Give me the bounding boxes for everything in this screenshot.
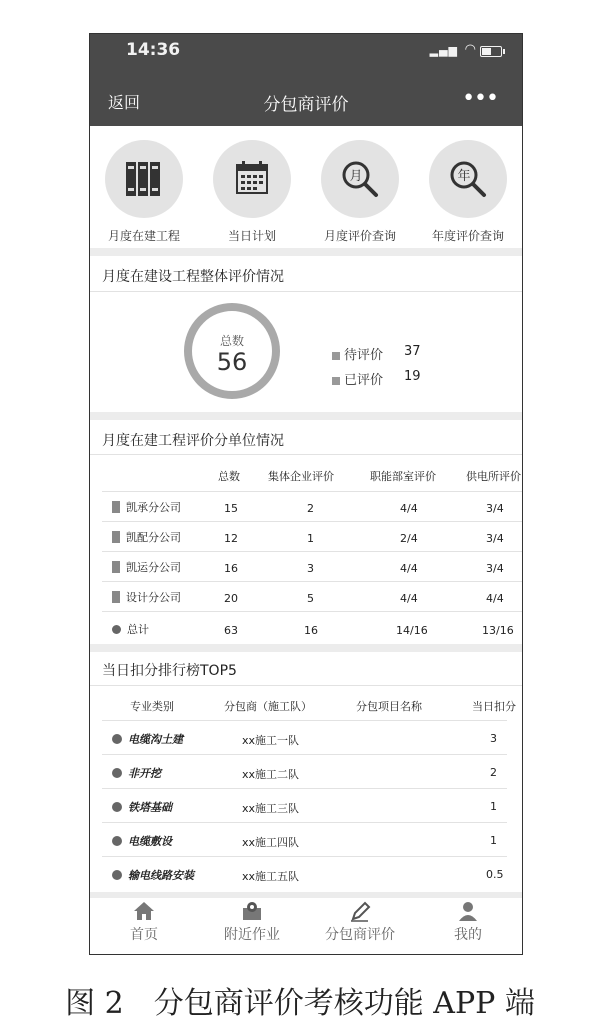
unit-name: 凯运分公司	[112, 559, 181, 575]
legend-done-label: 已评价	[344, 373, 384, 388]
units-header-total: 总数	[218, 470, 240, 483]
back-button[interactable]: 返回	[108, 93, 141, 112]
units-header-station: 供电所评价	[466, 470, 521, 483]
building-icon	[112, 501, 120, 513]
ranking-header-team: 分包商（施工队）	[224, 700, 312, 713]
unit-name: 凯承分公司	[112, 499, 181, 515]
unit-station: 3/4	[486, 532, 504, 545]
face-icon	[112, 802, 122, 812]
face-icon	[112, 768, 122, 778]
shortcut-label: 月度在建工程	[107, 229, 180, 243]
rank-score: 3	[490, 732, 497, 745]
divider	[90, 291, 522, 292]
unit-total: 16	[224, 562, 238, 575]
page-title: 分包商评价	[263, 95, 349, 115]
unit-total: 15	[224, 502, 238, 515]
ranking-header-score: 当日扣分	[472, 700, 516, 713]
divider	[102, 720, 507, 721]
tab-evaluation[interactable]	[306, 900, 414, 944]
units-header-collective: 集体企业评价	[268, 470, 334, 483]
tab-nearby[interactable]	[198, 900, 306, 944]
unit-total: 12	[224, 532, 238, 545]
divider	[102, 491, 522, 492]
tab-label: 首页	[130, 927, 158, 943]
search-year-icon	[429, 140, 507, 218]
phone-screen	[89, 33, 523, 955]
tab-home[interactable]	[90, 900, 198, 944]
unit-collective: 1	[307, 532, 314, 545]
legend-swatch	[332, 352, 340, 360]
divider	[102, 521, 522, 522]
face-icon	[112, 836, 122, 846]
rank-category: 非开挖	[112, 765, 161, 781]
figure-caption: 图 2 分包商评价考核功能 APP 端	[65, 986, 535, 1021]
rank-team: xx施工四队	[242, 836, 300, 849]
rank-category: 电缆敷设	[112, 833, 172, 849]
status-time: 14:36	[126, 40, 181, 60]
user-icon	[414, 900, 522, 922]
divider	[90, 892, 522, 898]
unit-station: 4/4	[486, 592, 504, 605]
face-icon	[112, 734, 122, 744]
sum-station: 13/16	[482, 624, 514, 637]
divider	[102, 754, 507, 755]
shortcut-monthly-query[interactable]	[306, 140, 414, 244]
overview-title: 月度在建设工程整体评价情况	[102, 269, 284, 285]
ranking-header-project: 分包项目名称	[356, 700, 422, 713]
legend-done-value: 19	[404, 369, 421, 384]
ranking-header-category: 专业类别	[130, 700, 174, 713]
face-icon	[112, 870, 122, 880]
unit-dept: 4/4	[400, 562, 418, 575]
nav-bar	[90, 74, 522, 126]
unit-collective: 5	[307, 592, 314, 605]
svg-text:月: 月	[349, 169, 363, 184]
divider	[102, 788, 507, 789]
rank-team: xx施工一队	[242, 734, 300, 747]
legend-done	[332, 369, 421, 388]
sum-collective: 16	[304, 624, 318, 637]
rank-team: xx施工五队	[242, 870, 300, 883]
shortcut-label: 月度评价查询	[323, 229, 396, 243]
unit-station: 3/4	[486, 502, 504, 515]
unit-station: 3/4	[486, 562, 504, 575]
wifi-icon: ◠	[464, 42, 476, 57]
battery-icon	[480, 46, 502, 57]
divider	[102, 611, 522, 612]
unit-dept: 4/4	[400, 502, 418, 515]
search-month-icon	[321, 140, 399, 218]
donut-total: 56	[216, 348, 248, 376]
calendar-icon	[213, 140, 291, 218]
shortcut-yearly-query[interactable]	[414, 140, 522, 244]
units-header-dept: 职能部室评价	[370, 470, 436, 483]
map-pin-icon	[198, 900, 306, 922]
building-icon	[112, 561, 120, 573]
shortcut-daily-plan[interactable]	[198, 140, 306, 244]
rank-category: 电缆沟土建	[112, 731, 183, 747]
tab-label: 分包商评价	[325, 927, 395, 943]
divider	[90, 685, 522, 686]
divider	[90, 412, 522, 420]
tab-mine[interactable]	[414, 900, 522, 944]
pie-icon	[112, 625, 121, 634]
legend-pending	[332, 344, 421, 363]
divider	[102, 551, 522, 552]
books-icon	[105, 140, 183, 218]
unit-collective: 2	[307, 502, 314, 515]
shortcut-label: 年度评价查询	[431, 229, 504, 243]
building-icon	[112, 591, 120, 603]
tab-label: 我的	[454, 927, 482, 943]
pen-icon	[306, 900, 414, 922]
home-icon	[90, 900, 198, 922]
rank-score: 1	[490, 800, 497, 813]
rank-team: xx施工二队	[242, 768, 300, 781]
divider	[102, 581, 522, 582]
rank-category: 铁塔基础	[112, 799, 172, 815]
sum-total: 63	[224, 624, 238, 637]
sum-dept: 14/16	[396, 624, 428, 637]
rank-team: xx施工三队	[242, 802, 300, 815]
donut-label: 总数	[219, 334, 244, 348]
unit-name: 设计分公司	[112, 589, 181, 605]
unit-collective: 3	[307, 562, 314, 575]
divider	[90, 248, 522, 256]
sum-name: 总计	[112, 621, 149, 637]
svg-text:年: 年	[457, 169, 471, 184]
divider	[90, 644, 522, 652]
rank-score: 0.5	[486, 868, 504, 881]
rank-score: 1	[490, 834, 497, 847]
shortcut-row	[90, 126, 522, 248]
divider	[102, 822, 507, 823]
building-icon	[112, 531, 120, 543]
more-icon[interactable]: •••	[462, 86, 498, 111]
shortcut-label: 当日计划	[227, 229, 276, 243]
divider	[90, 454, 522, 455]
shortcut-monthly-projects[interactable]	[90, 140, 198, 244]
units-title: 月度在建工程评价分单位情况	[102, 433, 284, 449]
unit-total: 20	[224, 592, 238, 605]
unit-dept: 2/4	[400, 532, 418, 545]
unit-name: 凯配分公司	[112, 529, 181, 545]
legend-pending-label: 待评价	[344, 348, 384, 363]
rank-category: 输电线路安装	[112, 867, 194, 883]
unit-dept: 4/4	[400, 592, 418, 605]
rank-score: 2	[490, 766, 497, 779]
divider	[102, 856, 507, 857]
tab-label: 附近作业	[224, 927, 280, 943]
status-bar	[90, 34, 522, 74]
ranking-title: 当日扣分排行榜TOP5	[102, 663, 237, 679]
legend-swatch	[332, 377, 340, 385]
legend-pending-value: 37	[404, 344, 421, 359]
signal-icon: ▂▄▆	[429, 44, 458, 57]
